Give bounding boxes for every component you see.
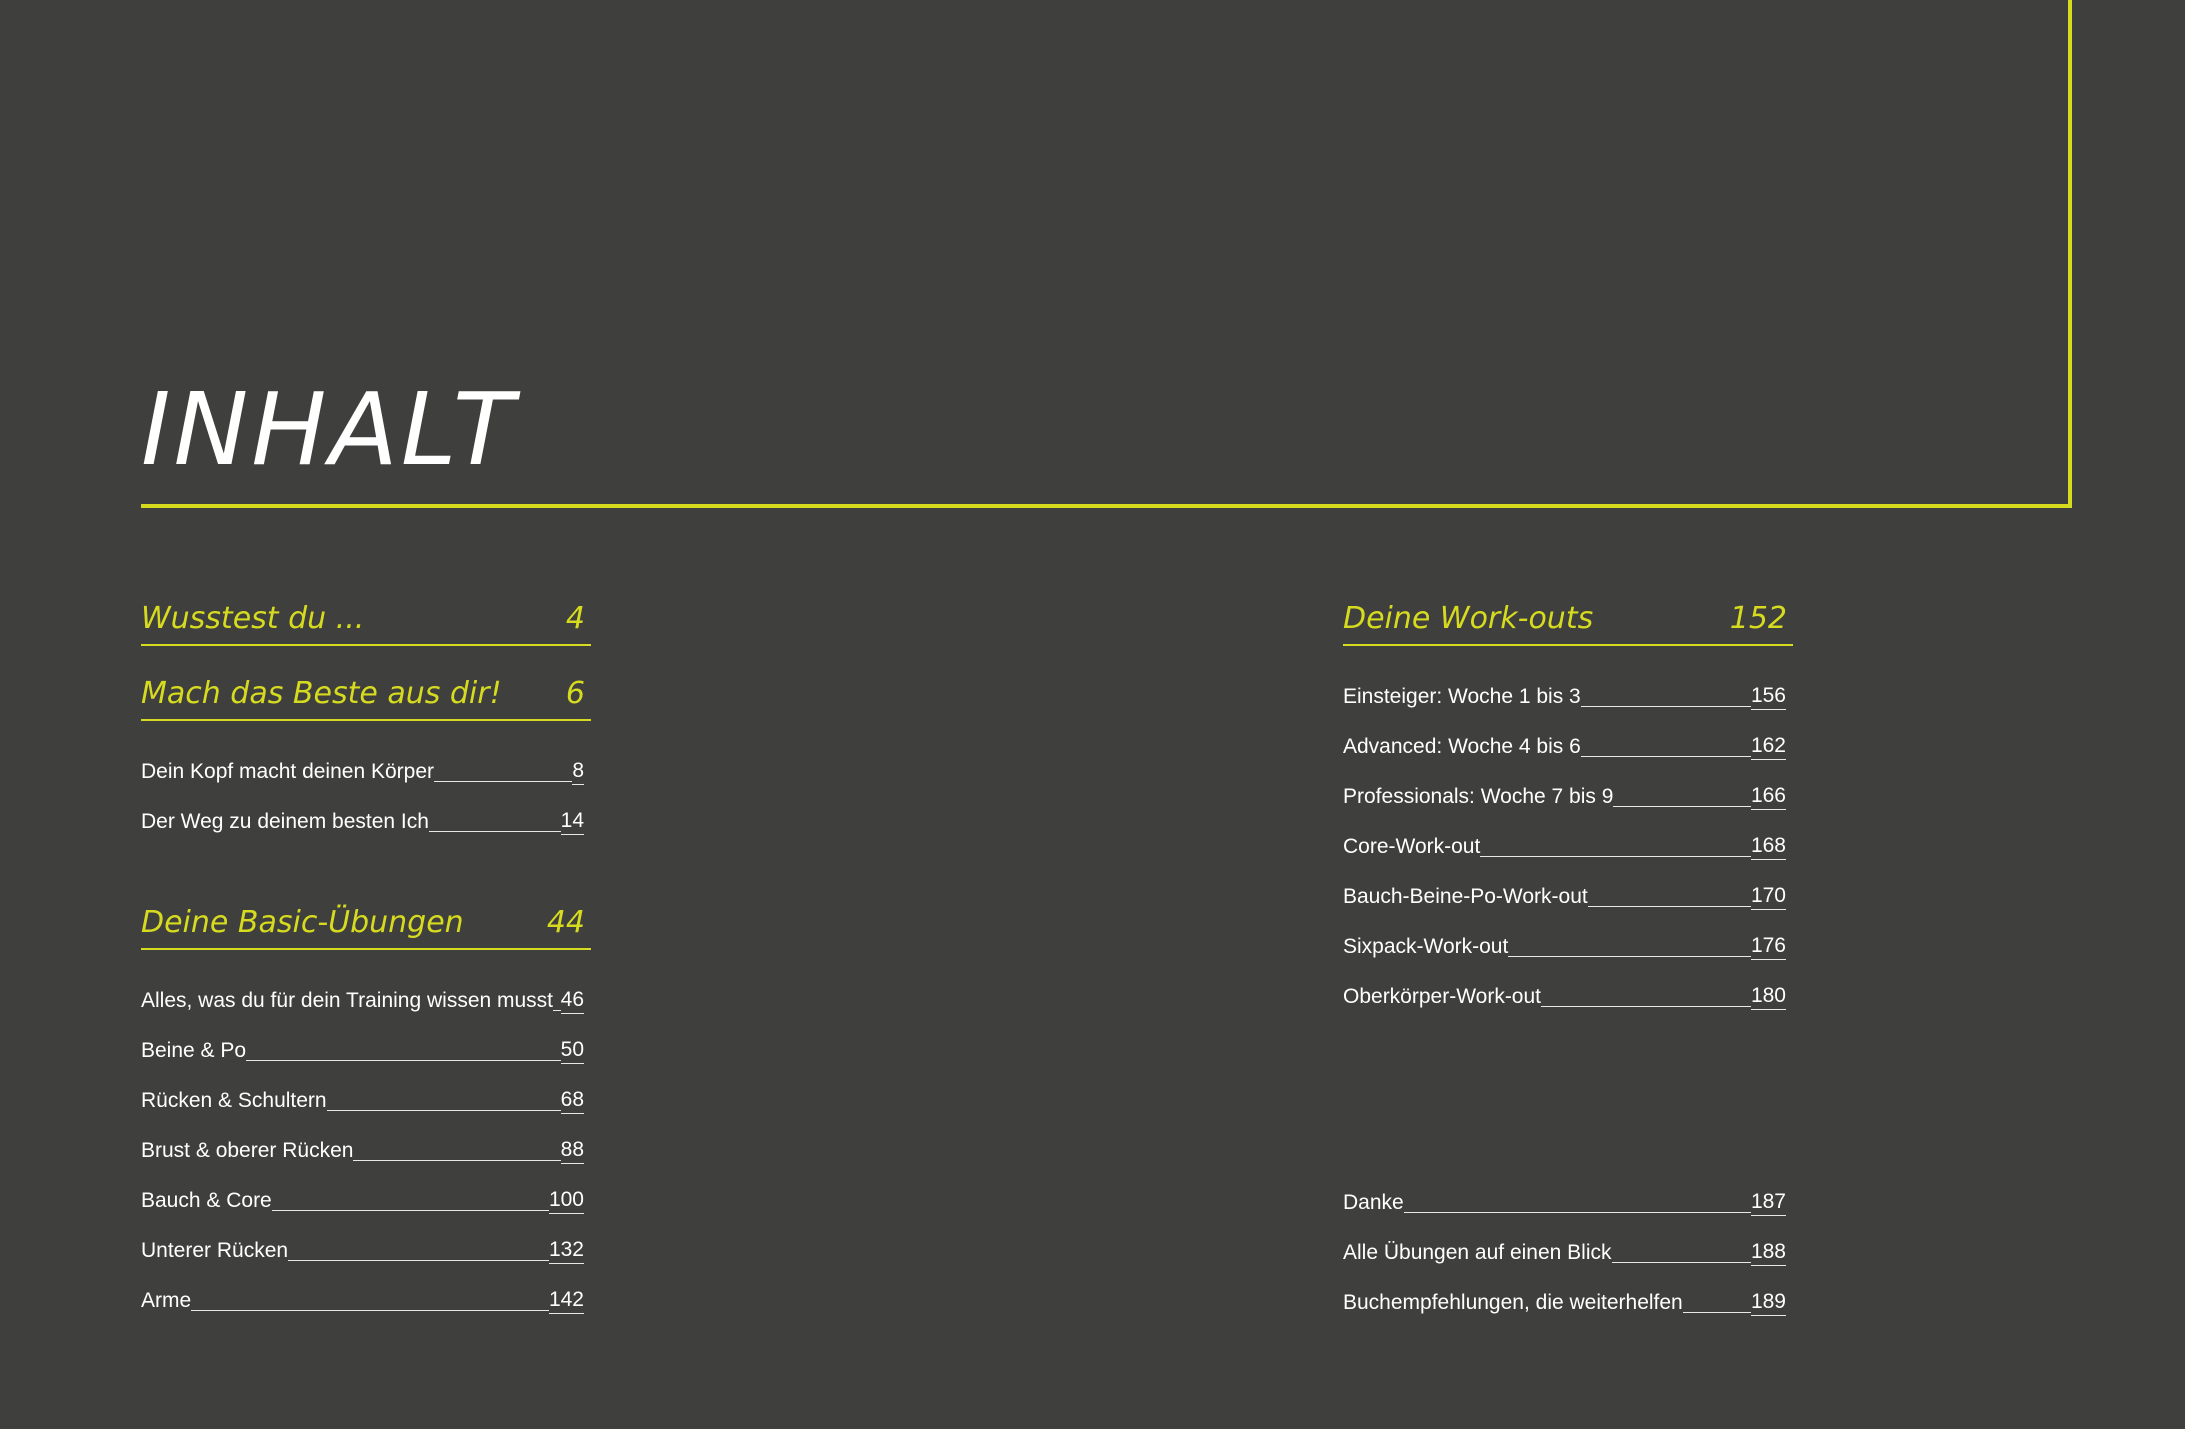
leader-line	[1508, 955, 1751, 957]
section-page: 6	[565, 676, 585, 711]
entry-page: 88	[561, 1137, 584, 1164]
entry-label: Bauch & Core	[141, 1189, 272, 1212]
entry-page: 50	[561, 1037, 584, 1064]
entry-label: Core-Work-out	[1343, 835, 1481, 858]
entry-page: 168	[1751, 833, 1786, 860]
leader-line	[246, 1059, 561, 1061]
toc-entry[interactable]	[1343, 783, 1786, 810]
entry-page: 189	[1751, 1289, 1786, 1316]
entry-label: Arme	[141, 1289, 192, 1312]
section-title: Deine Basic-Übungen	[141, 905, 464, 940]
entry-page: 132	[549, 1237, 584, 1264]
entry-page: 68	[561, 1087, 584, 1114]
entry-label: Buchempfehlungen, die weiterhelfen	[1343, 1291, 1683, 1314]
toc-entry[interactable]	[141, 808, 584, 835]
section-page: 4	[565, 601, 585, 636]
entry-page: 162	[1751, 733, 1786, 760]
leader-line	[1541, 1005, 1751, 1007]
leader-line	[353, 1159, 560, 1161]
section-page: 152	[1729, 601, 1787, 636]
entry-page: 142	[549, 1287, 584, 1314]
toc-entry[interactable]	[1343, 733, 1786, 760]
entry-page: 156	[1751, 683, 1786, 710]
entry-page: 14	[561, 808, 584, 835]
leader-line	[1404, 1211, 1751, 1213]
section-title: Mach das Beste aus dir!	[141, 676, 502, 711]
toc-entry[interactable]	[1343, 1239, 1786, 1266]
entry-label: Oberkörper-Work-out	[1343, 985, 1542, 1008]
entry-page: 176	[1751, 933, 1786, 960]
section-title: Wusstest du ...	[141, 601, 365, 636]
toc-entry[interactable]	[1343, 983, 1786, 1010]
entry-page: 100	[549, 1187, 584, 1214]
leader-line	[1683, 1311, 1751, 1313]
toc-section-heading[interactable]	[141, 665, 591, 721]
leader-line	[553, 1009, 561, 1011]
entry-label: Brust & oberer Rücken	[141, 1139, 354, 1162]
toc-entry[interactable]	[141, 987, 584, 1014]
toc-entry[interactable]	[141, 758, 584, 785]
section-page: 44	[546, 905, 585, 940]
toc-section-heading[interactable]	[1343, 590, 1793, 646]
entry-page: 188	[1751, 1239, 1786, 1266]
entry-page: 180	[1751, 983, 1786, 1010]
title-underline	[141, 504, 2072, 508]
entry-label: Bauch-Beine-Po-Work-out	[1343, 885, 1588, 908]
entry-label: Sixpack-Work-out	[1343, 935, 1509, 958]
entry-page: 46	[561, 987, 584, 1014]
entry-page: 166	[1751, 783, 1786, 810]
frame-right-border	[2068, 0, 2072, 508]
toc-entry[interactable]	[1343, 833, 1786, 860]
entry-label: Alles, was du für dein Training wissen musst	[141, 989, 554, 1012]
entry-page: 187	[1751, 1189, 1786, 1216]
toc-entry[interactable]	[1343, 883, 1786, 910]
leader-line	[1613, 805, 1751, 807]
entry-label: Alle Übungen auf einen Blick	[1343, 1241, 1612, 1264]
leader-line	[1581, 755, 1751, 757]
leader-line	[1588, 905, 1751, 907]
toc-entry[interactable]	[141, 1087, 584, 1114]
leader-line	[288, 1259, 549, 1261]
toc-entry[interactable]	[141, 1287, 584, 1314]
entry-label: Dein Kopf macht deinen Körper	[141, 760, 435, 783]
entry-label: Rücken & Schultern	[141, 1089, 327, 1112]
entry-label: Unterer Rücken	[141, 1239, 289, 1262]
toc-entry[interactable]	[1343, 933, 1786, 960]
entry-label: Der Weg zu deinem besten Ich	[141, 810, 429, 833]
leader-line	[434, 780, 572, 782]
toc-entry[interactable]	[1343, 683, 1786, 710]
entry-label: Beine & Po	[141, 1039, 247, 1062]
toc-entry[interactable]	[141, 1137, 584, 1164]
toc-entry[interactable]	[141, 1187, 584, 1214]
entry-label: Advanced: Woche 4 bis 6	[1343, 735, 1581, 758]
leader-line	[272, 1209, 549, 1211]
toc-section-heading[interactable]	[141, 894, 591, 950]
leader-line	[191, 1309, 549, 1311]
toc-section-heading[interactable]	[141, 590, 591, 646]
toc-entry[interactable]	[1343, 1189, 1786, 1216]
toc-entry[interactable]	[141, 1237, 584, 1264]
entry-label: Einsteiger: Woche 1 bis 3	[1343, 685, 1581, 708]
entry-label: Professionals: Woche 7 bis 9	[1343, 785, 1614, 808]
toc-entry[interactable]	[141, 1037, 584, 1064]
leader-line	[1581, 705, 1751, 707]
leader-line	[1612, 1261, 1751, 1263]
entry-page: 8	[572, 758, 584, 785]
section-title: Deine Work-outs	[1343, 601, 1594, 636]
entry-label: Danke	[1343, 1191, 1404, 1214]
page-title: INHALT	[141, 371, 517, 488]
leader-line	[429, 830, 561, 832]
toc-entry[interactable]	[1343, 1289, 1786, 1316]
leader-line	[327, 1109, 561, 1111]
entry-page: 170	[1751, 883, 1786, 910]
leader-line	[1480, 855, 1751, 857]
